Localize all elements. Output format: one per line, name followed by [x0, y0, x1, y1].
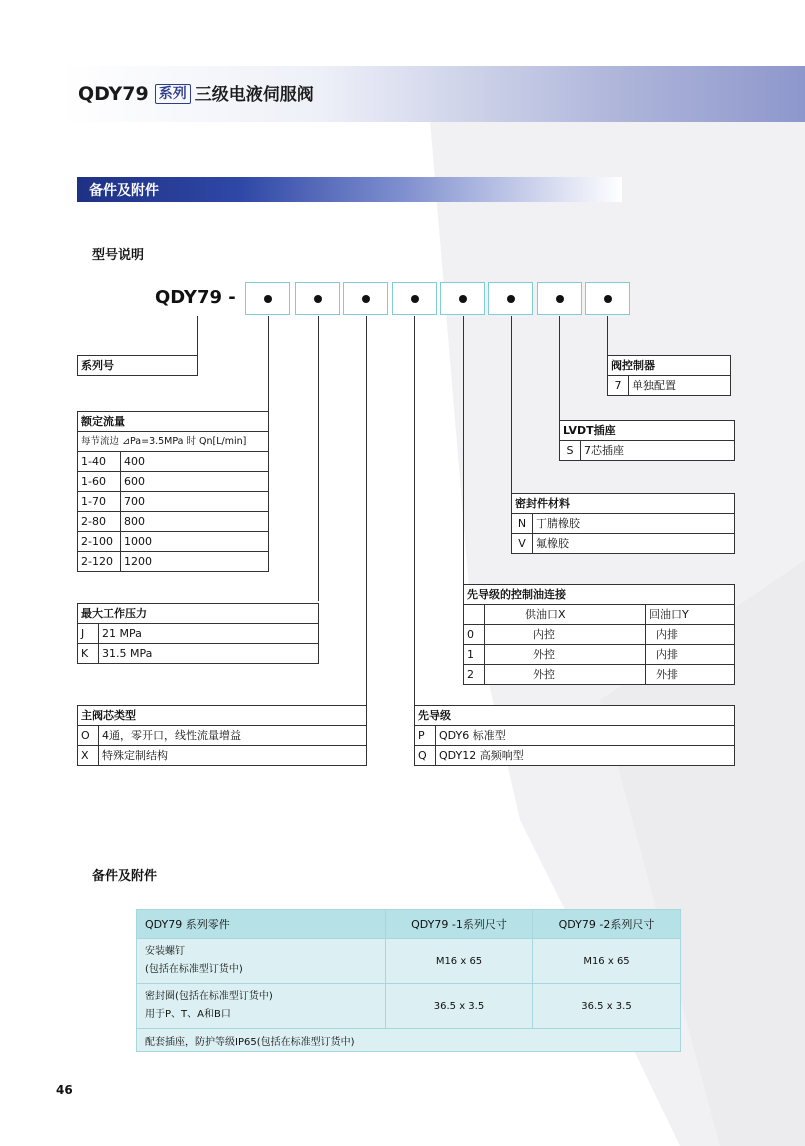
pressure-box [77, 603, 319, 664]
table-row: 2 外控 外排 [464, 665, 735, 685]
table-row: 1-70 700 [78, 492, 269, 512]
table-row: 2-120 1200 [78, 552, 269, 572]
lvdt-title: LVDT插座 [560, 421, 735, 441]
connector-lvdt [559, 316, 560, 421]
spool-box [77, 705, 367, 766]
model-code-prefix: QDY79 - [155, 287, 236, 308]
table-row: 2-80 800 [78, 512, 269, 532]
flow-title: 额定流量 [78, 412, 269, 432]
control-oil-box: 先导级的控制油连接 供油口X 回油口Y 0 内控 内排 1 外控 内排 2 外控 外排 [463, 584, 735, 685]
connector-spool [366, 316, 367, 705]
table-row: V 氟橡胶 [512, 534, 735, 554]
seal-box [511, 493, 735, 554]
table-row: P QDY6 标准型 [415, 726, 735, 746]
slot-dot [314, 295, 322, 303]
accessories-table [136, 909, 681, 1052]
code-slot-1 [245, 282, 290, 315]
code-slot-5 [440, 282, 485, 315]
header-tag: 系列 [155, 84, 191, 104]
table-row: 1 外控 内排 [464, 645, 735, 665]
table-header-row: QDY79 系列零件 QDY79 -1系列尺寸 QDY79 -2系列尺寸 [137, 910, 681, 939]
model-heading: 型号说明 [92, 248, 145, 263]
table-row: X 特殊定制结构 [78, 746, 367, 766]
connector-pressure [318, 316, 319, 601]
slot-dot [411, 295, 419, 303]
header-subtitle: 三级电液伺服阀 [194, 85, 314, 105]
code-slot-4 [392, 282, 437, 315]
slot-dot [264, 295, 272, 303]
table-row: 2-100 1000 [78, 532, 269, 552]
slot-dot [556, 295, 564, 303]
code-slot-8 [585, 282, 630, 315]
table-row: 7 单独配置 [608, 376, 731, 396]
table-row: J 21 MPa [78, 624, 319, 644]
connector-seal [511, 316, 512, 493]
connector-control [463, 316, 464, 584]
control-title: 先导级的控制油连接 [464, 585, 735, 605]
table-row: S 7芯插座 [560, 441, 735, 461]
pilot-box [414, 705, 735, 766]
connector-series [197, 316, 198, 356]
table-row: 安装螺钉 (包括在标准型订货中) M16 x 65 M16 x 65 [137, 939, 681, 984]
series-title: 系列号 [78, 356, 198, 376]
table-row: K 31.5 MPa [78, 644, 319, 664]
code-slot-6 [488, 282, 533, 315]
connector-controller [607, 316, 608, 356]
table-row: N 丁腈橡胶 [512, 514, 735, 534]
series-box [77, 355, 198, 376]
table-row: O 4通，零开口，线性流量增益 [78, 726, 367, 746]
code-slot-2 [295, 282, 340, 315]
page-number: 46 [56, 1083, 73, 1097]
seal-title: 密封件材料 [512, 494, 735, 514]
code-slot-7 [537, 282, 582, 315]
pilot-title: 先导级 [415, 706, 735, 726]
connector-flow [268, 316, 269, 412]
table-row: 0 内控 内排 [464, 625, 735, 645]
controller-title: 阀控制器 [608, 356, 731, 376]
flow-subtitle: 每节流边 ⊿Pa=3.5MPa 时 Qn[L/min] [78, 432, 269, 452]
table-row: Q QDY12 高频响型 [415, 746, 735, 766]
section-bar [77, 177, 622, 202]
table-footer-row: 配套插座，防护等级IP65(包括在标准型订货中) [137, 1029, 681, 1052]
header-title: QDY79 [78, 83, 149, 105]
page-header [78, 80, 314, 105]
section-title: 备件及附件 [89, 183, 159, 199]
connector-pilot [414, 316, 415, 705]
pressure-title: 最大工作压力 [78, 604, 319, 624]
table-row: 1-40 400 [78, 452, 269, 472]
code-slot-3 [343, 282, 388, 315]
controller-box [607, 355, 731, 396]
flow-box [77, 411, 269, 572]
slot-dot [362, 295, 370, 303]
slot-dot [459, 295, 467, 303]
slot-dot [507, 295, 515, 303]
table-row: 1-60 600 [78, 472, 269, 492]
accessories-heading: 备件及附件 [92, 869, 158, 884]
table-row: 密封圈(包括在标准型订货中) 用于P、T、A和B口 36.5 x 3.5 36.5 x 3.5 [137, 984, 681, 1029]
spool-title: 主阀芯类型 [78, 706, 367, 726]
slot-dot [604, 295, 612, 303]
lvdt-box [559, 420, 735, 461]
